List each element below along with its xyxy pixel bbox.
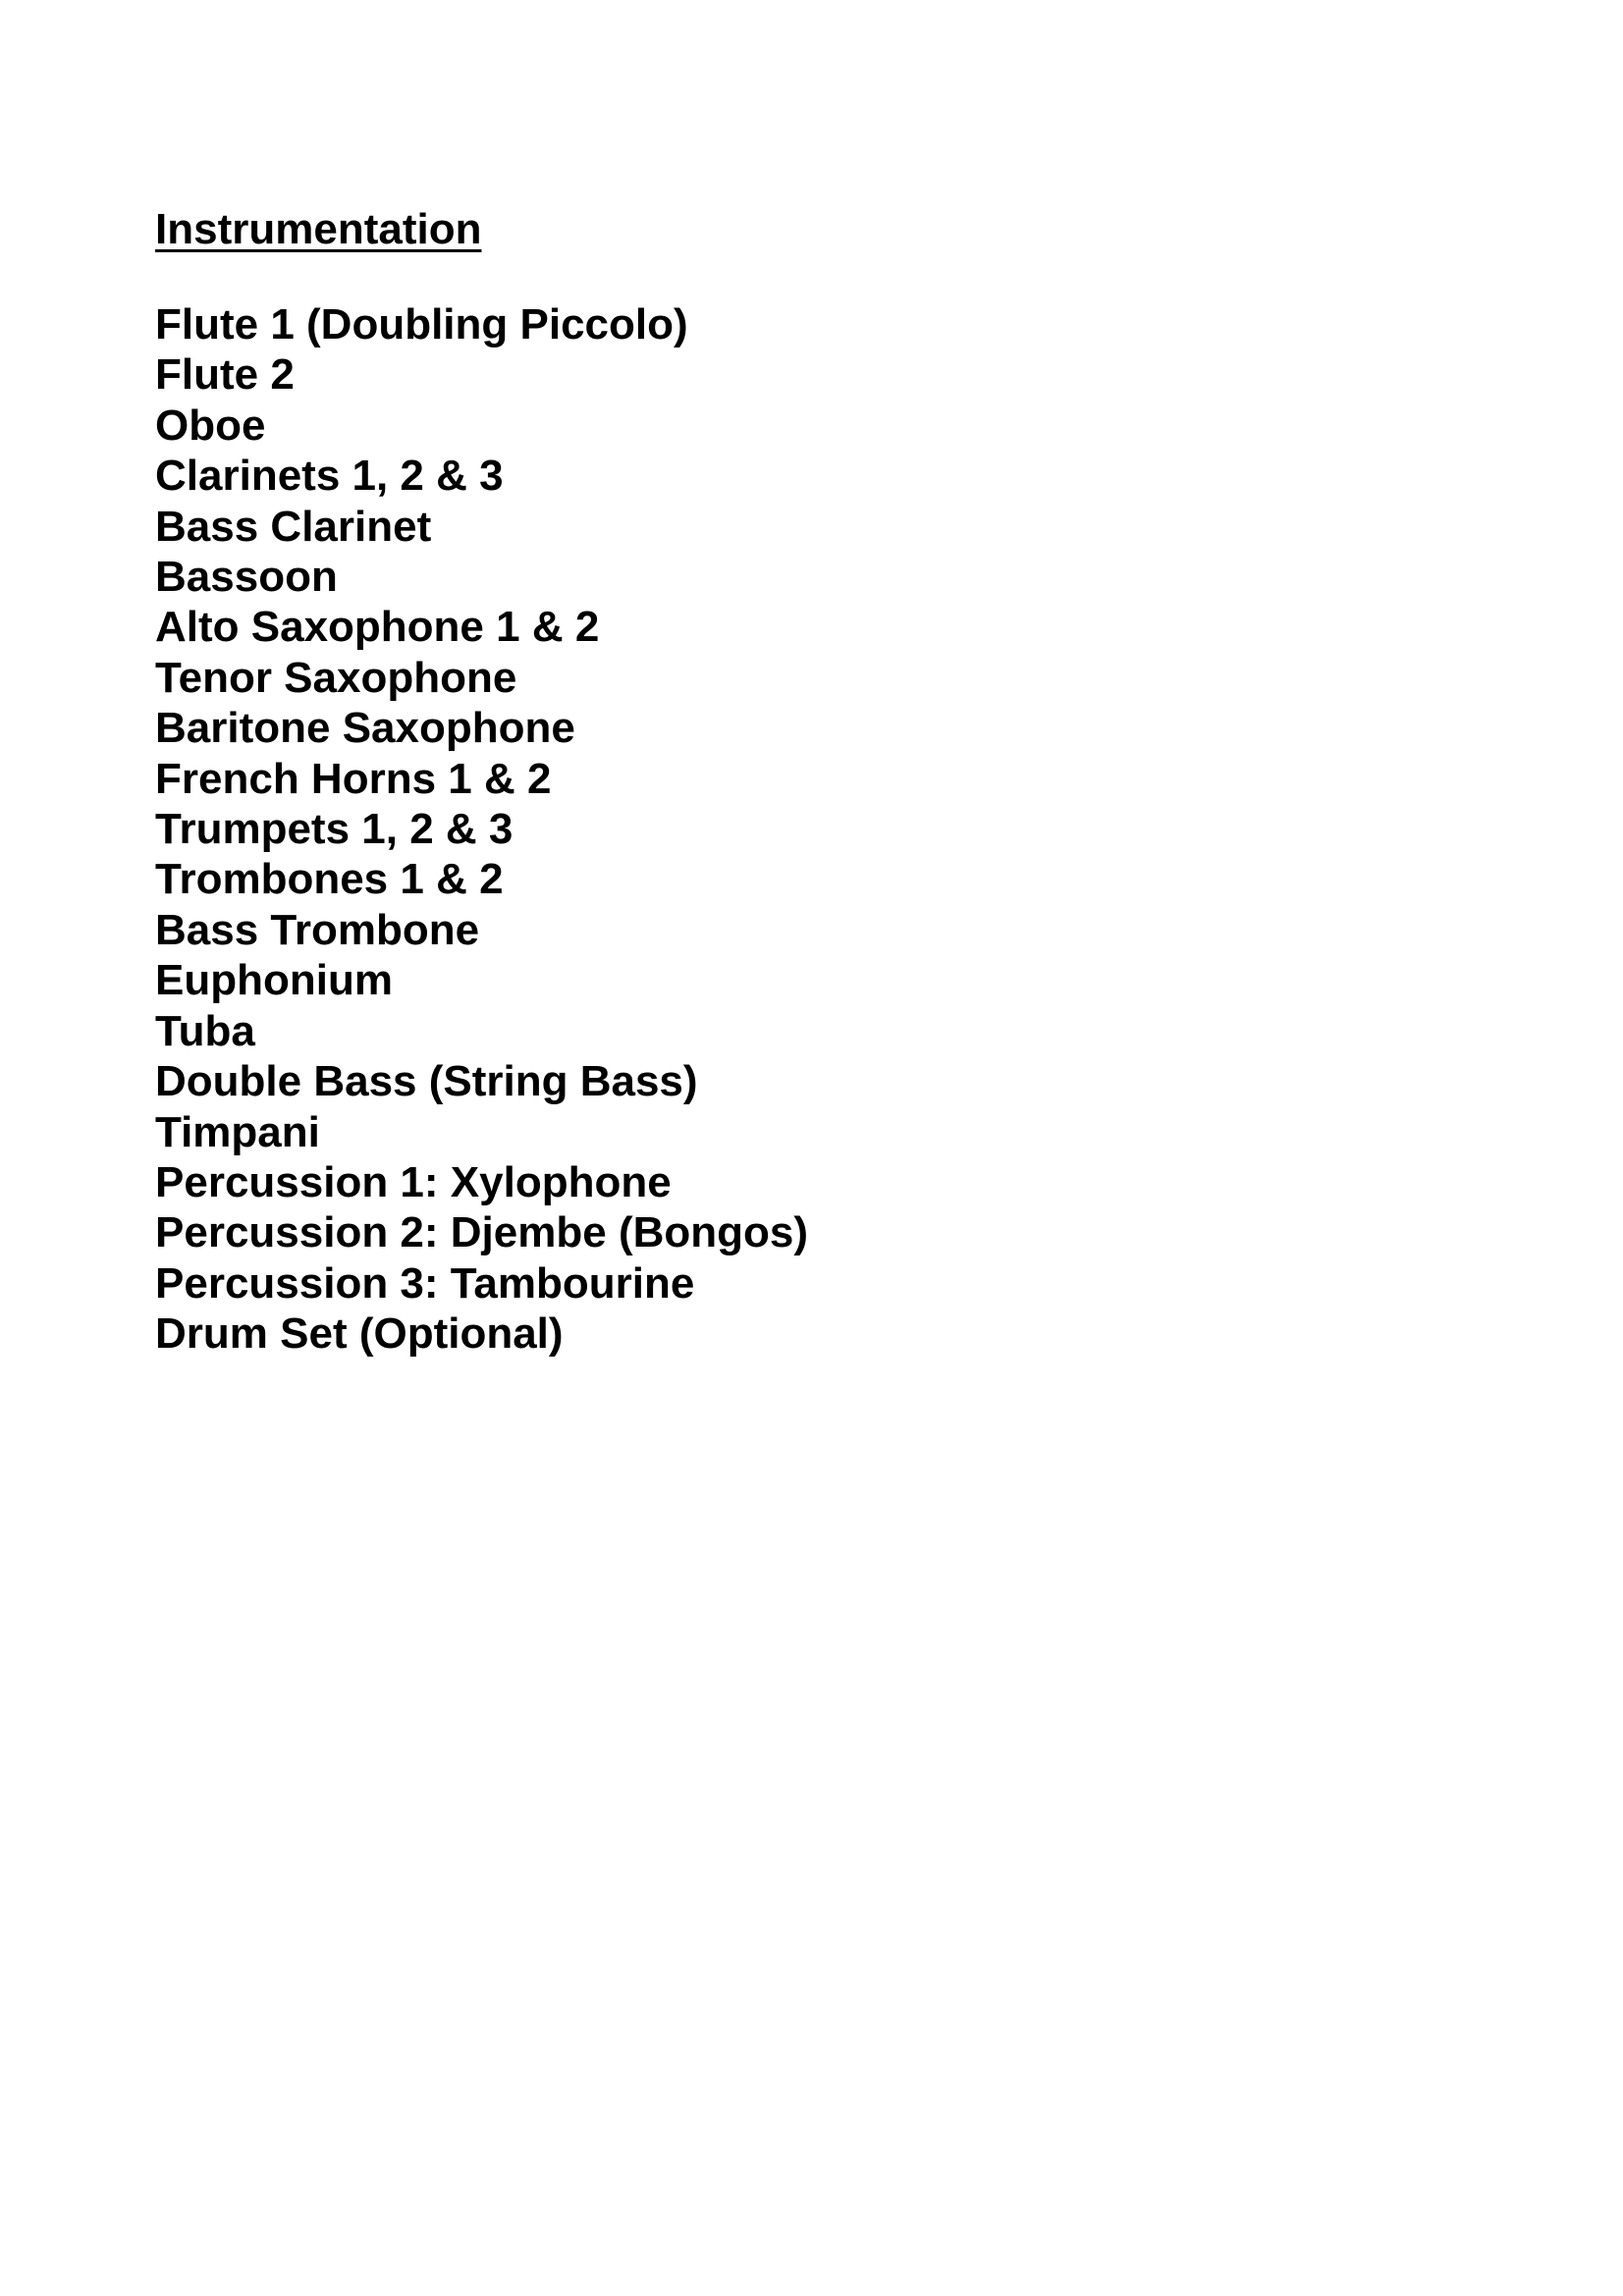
instrument-item: Flute 1 (Doubling Piccolo) — [155, 300, 688, 348]
instrument-item: Bassoon — [155, 553, 338, 602]
instrument-item: Timpani — [155, 1107, 320, 1156]
instrument-item: Percussion 3: Tambourine — [155, 1258, 695, 1308]
instrument-item: Trombones 1 & 2 — [155, 855, 504, 904]
instrument-item: Bass Clarinet — [155, 502, 432, 551]
instrument-item: Tenor Saxophone — [155, 653, 517, 702]
instrument-item: Double Bass (String Bass) — [155, 1057, 698, 1106]
instrument-item: French Horns 1 & 2 — [155, 754, 552, 803]
instrument-item: Percussion 1: Xylophone — [155, 1157, 672, 1206]
instrument-item: Percussion 2: Djembe (Bongos) — [155, 1208, 809, 1257]
document-content — [155, 204, 808, 1360]
page-title: Instrumentation — [155, 205, 482, 253]
instrument-item: Drum Set (Optional) — [155, 1309, 564, 1359]
instrument-item: Bass Trombone — [155, 905, 480, 954]
instrument-item: Baritone Saxophone — [155, 704, 575, 753]
instrument-item: Alto Saxophone 1 & 2 — [155, 603, 600, 652]
instrument-item: Euphonium — [155, 956, 393, 1005]
instrument-list — [155, 299, 808, 1360]
instrument-item: Trumpets 1, 2 & 3 — [155, 805, 514, 854]
instrument-item: Oboe — [155, 400, 266, 450]
instrument-item: Tuba — [155, 1006, 255, 1055]
instrument-item: Flute 2 — [155, 350, 295, 400]
instrument-item: Clarinets 1, 2 & 3 — [155, 452, 504, 501]
